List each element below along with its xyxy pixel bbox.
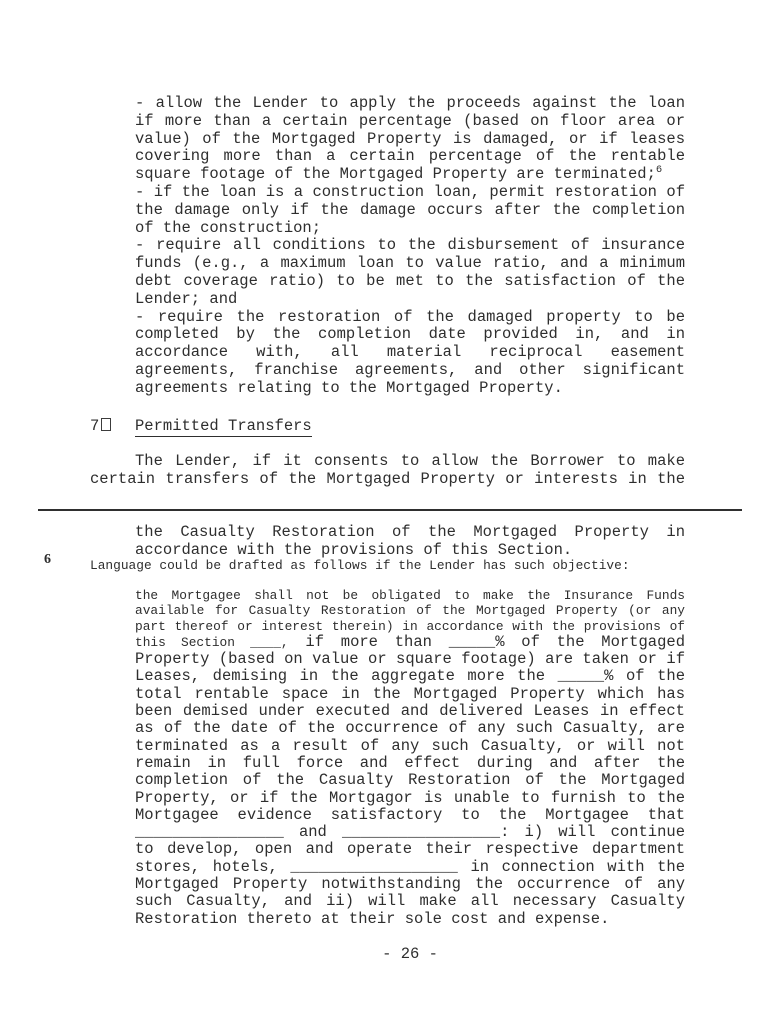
footnote-quote: [135, 588, 685, 928]
text-line: if more than a certain percentage (based on floor area or: [135, 111, 685, 130]
text-line: covering more than a certain percentage of the rentable: [135, 147, 685, 166]
text-line: completed by the completion date provided in, and in: [135, 325, 685, 344]
text-line: accordance with the provisions of this Section.: [135, 540, 573, 559]
text-segment: square footage of the Mortgaged Property are terminated;: [135, 165, 656, 184]
text-line: available for Casualty Restoration of the Mortgaged Property (or any: [135, 603, 685, 619]
text-line: stores, hotels, __________________ in connection with the: [135, 857, 685, 876]
text-line: agreements relating to the Mortgaged Property.: [135, 378, 563, 397]
text-line: - require the restoration of the damaged property to be: [135, 307, 685, 326]
section-heading: [90, 417, 312, 435]
text-line: - require all conditions to the disbursement of insurance: [135, 236, 685, 255]
text-line: accordance with, all material reciprocal easement: [135, 343, 685, 362]
footnote-reference: 6: [655, 164, 663, 177]
text-line: Mortgagee evidence satisfactory to the Mortgagee that: [135, 805, 685, 824]
text-line: remain in full force and effect during and after the: [135, 753, 685, 772]
text-segment: this Section ____,: [135, 634, 289, 650]
footnote-continuation: [135, 524, 685, 560]
text-line: Mortgaged Property notwithstanding the occurrence of any: [135, 875, 685, 894]
missing-glyph-box-icon: [101, 418, 111, 431]
text-line: as of the date of the occurrence of any such Casualty, are: [135, 719, 685, 738]
section-number-text: 7: [90, 417, 100, 435]
footnote-intro: Language could be drafted as follows if the Lender has such objective:: [90, 558, 630, 573]
page-number: - 26 -: [382, 945, 438, 963]
text-line: debt coverage ratio) to be met to the satisfaction of the: [135, 271, 685, 290]
text-line: funds (e.g., a maximum loan to value ratio, and a minimum: [135, 254, 685, 273]
text-line: certain transfers of the Mortgaged Property or interests in the: [90, 469, 685, 488]
text-line: completion of the Casualty Restoration of the Mortgaged: [135, 771, 685, 790]
footnote-marker: 6: [44, 552, 51, 567]
text-line: [135, 166, 685, 184]
text-line: been demised under executed and delivered Leases in effect: [135, 702, 685, 721]
footnote-separator: [38, 509, 742, 511]
text-line: the Casualty Restoration of the Mortgaged Property in: [135, 523, 685, 541]
text-line: the damage only if the damage occurs after the completion: [135, 200, 685, 219]
section-number: [90, 417, 135, 435]
text-line: Leases, demising in the aggregate more the _____% of the: [135, 667, 685, 686]
text-line: part thereof or interest therein) in accordance with the provisions of: [135, 618, 685, 634]
text-line: of the construction;: [135, 218, 322, 237]
text-line: the Mortgagee shall not be obligated to make the Insurance Funds: [135, 588, 685, 603]
text-line: The Lender, if it consents to allow the Borrower to make: [135, 452, 685, 470]
text-line: ________________ and _________________: i) will continue: [135, 823, 685, 842]
text-line: - allow the Lender to apply the proceeds against the loan: [135, 94, 685, 112]
text-line: Property (based on value or square footage) are taken or if: [135, 650, 685, 669]
section-title: Permitted Transfers: [135, 417, 312, 435]
text-line: such Casualty, and ii) will make all necessary Casualty: [135, 892, 685, 911]
text-line: to develop, open and operate their respective department: [135, 840, 685, 859]
text-line: Restoration thereto at their sole cost and expense.: [135, 909, 610, 928]
text-segment: if more than _____% of the Mortgaged: [305, 632, 685, 651]
text-line: Lender; and: [135, 289, 238, 308]
text-line: - if the loan is a construction loan, permit restoration of: [135, 182, 685, 201]
body-paragraph: [90, 453, 685, 489]
text-line: value) of the Mortgaged Property is damaged, or if leases: [135, 129, 685, 148]
text-line: agreements, franchise agreements, and other significant: [135, 360, 685, 379]
bullet-list: [135, 95, 685, 398]
text-line: Property, or if the Mortgagor is unable to furnish to the: [135, 788, 685, 807]
text-line: [135, 634, 685, 651]
text-line: total rentable space in the Mortgaged Property which has: [135, 684, 685, 703]
text-line: terminated as a result of any such Casualty, or will not: [135, 736, 685, 755]
